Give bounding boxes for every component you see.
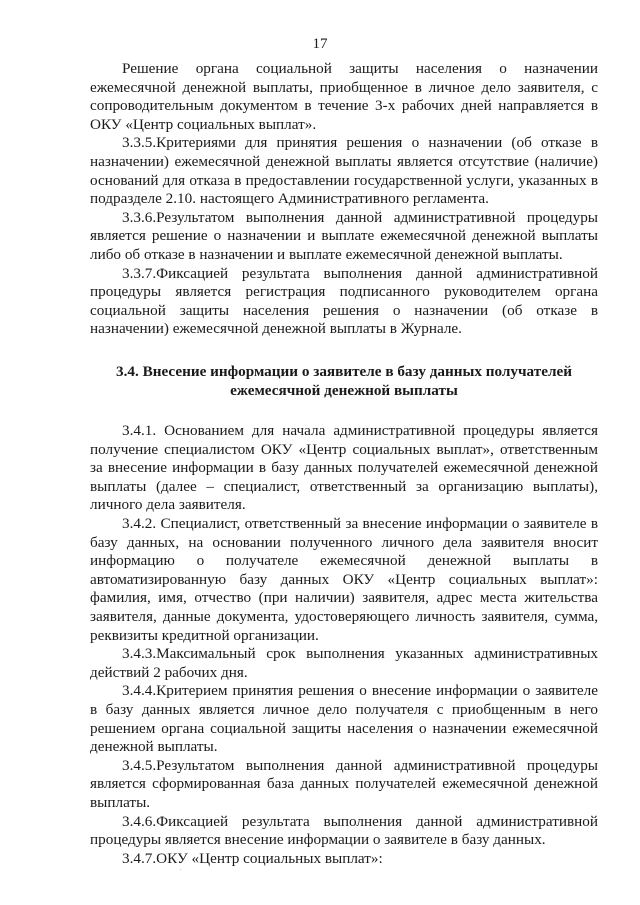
page-number: 17 [312, 36, 328, 52]
paragraph-3-4-5: 3.4.5.Результатом выполнения данной административной процедуры является сформированная база данных получателей ежемесячной денежной выплаты. [90, 756, 598, 811]
paragraph-decision-sent: Решение органа социальной защиты населения о назначении ежемесячной денежной выплаты, приобщенное в личное дело заявителя, с сопроводительным документом в течение 3-х рабочих дней направляется в ОКУ «Центр социальных выплат». [90, 60, 598, 133]
paragraph-3-4-2: 3.4.2. Специалист, ответственный за внесение информации о заявителе в базу данных, на основании полученного личного дела заявителя вносит информацию о получателе ежемесячной денежной выплаты в автоматизированную базу данных ОКУ «Центр социальных выплат»: фамилия, имя, отчество (при наличии) заявителя, адрес места жительства заявителя, данные документа, удостоверяющего личность заявителя, сумма, реквизиты кредитной организации. [90, 515, 598, 644]
paragraph-3-3-7: 3.3.7.Фиксацией результата выполнения данной административной процедуры является регистрация подписанного руководителем органа социальной защиты населения решения о назначении (об отказе в назначении) ежемесячной денежной выплаты в Журнале. [90, 264, 598, 338]
section-title-3-4: 3.4. Внесение информации о заявителе в базу данных получателей ежемесячной денежной выплаты [116, 362, 572, 399]
paragraph-3-4-3: 3.4.3.Максимальный срок выполнения указанных административных действий 2 рабочих дня. [90, 645, 598, 681]
paragraph-3-4-7: 3.4.7.ОКУ «Центр социальных выплат»: [122, 849, 383, 867]
paragraph-3-3-5: 3.3.5.Критериями для принятия решения о назначении (об отказе в назначении) ежемесячной денежной выплаты является отсутствие (наличие) оснований для отказа в предоставлении государственной услуги, указанных в подразделе 2.10. настоящего Административного регламента. [90, 134, 598, 208]
paragraph-3-4-4: 3.4.4.Критерием принятия решения о внесение информации о заявителе в базу данных является личное дело получателя с приобщенным в него решением органа социальной защиты населения о назначении ежемесячной денежной выплаты. [90, 682, 598, 756]
scan-mark: . [180, 866, 182, 872]
document-body [90, 60, 598, 868]
paragraph-3-3-6: 3.3.6.Результатом выполнения данной административной процедуры является решение о назначении и выплате ежемесячной денежной выплаты либо об отказе в назначении и выплате ежемесячной денежной выплаты. [90, 208, 598, 263]
paragraph-3-4-1: 3.4.1. Основанием для начала административной процедуры является получение специалистом ОКУ «Центр социальных выплат», ответственным за внесение информации в базу данных получателей ежемесячной денежной выплаты (далее – специалист, ответственный за организацию выплаты), личного дела заявителя. [90, 422, 598, 514]
paragraph-3-4-6: 3.4.6.Фиксацией результата выполнения данной административной процедуры является внесение информации о заявителе в базу данных. [90, 812, 598, 849]
